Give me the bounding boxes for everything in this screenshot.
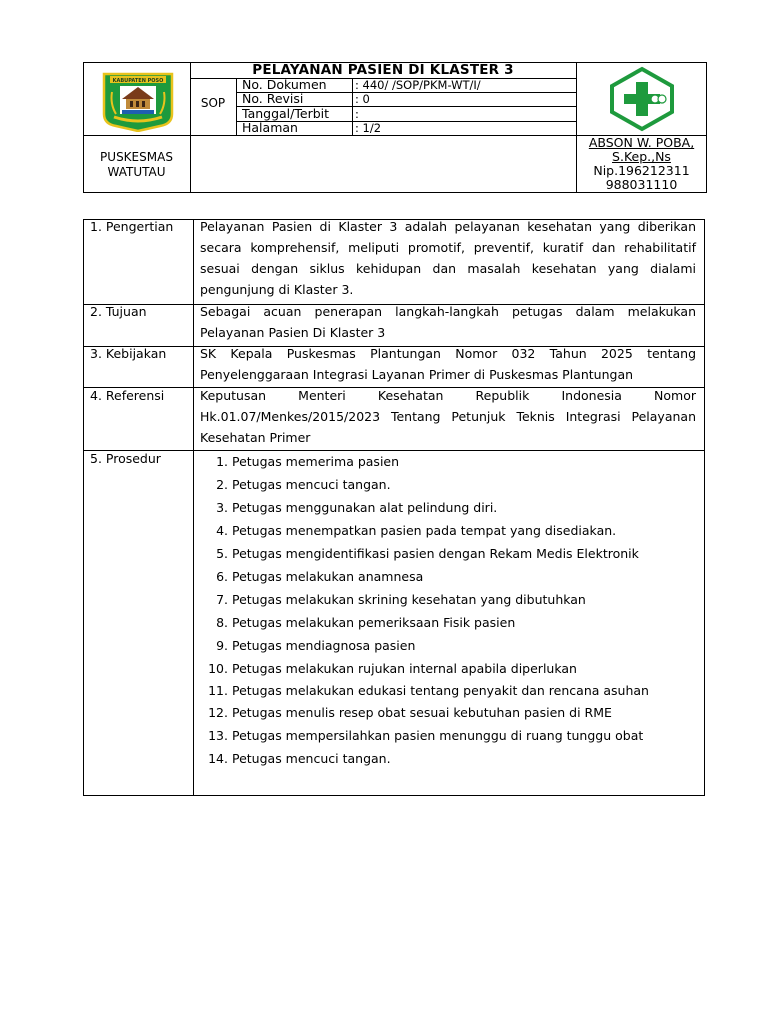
section-text: Sebagai acuan penerapan langkah-langkah petugas dalam melakukan Pelayanan Pasien Di Klaster 3: [200, 304, 696, 340]
logo-caption: KABUPATEN POSO: [112, 78, 164, 84]
step-text: Petugas melakukan pemeriksaan Fisik pasien: [232, 615, 516, 630]
list-item: [196, 701, 696, 724]
step-text: Petugas menulis resep obat sesuai kebutuhan pasien di RME: [232, 705, 612, 720]
puskesmas-line: WATUTAU: [107, 165, 166, 179]
step-number: 13.: [208, 728, 228, 743]
step-text: Petugas mempersilahkan pasien menunggu di ruang tunggu obat: [232, 728, 644, 743]
list-item: [196, 657, 696, 680]
step-number: 5.: [216, 546, 228, 561]
procedure-list: [196, 450, 696, 770]
list-item: [196, 565, 696, 588]
section-label: 5. Prosedur: [90, 451, 161, 466]
step-text: Petugas menggunakan alat pelindung diri.: [232, 500, 498, 515]
section-text: Pelayanan Pasien di Klaster 3 adalah pelayanan kesehatan yang diberikan secara komprehensif, meliputi promotif, preventif, kuratif dan rehabilitatif sesuai dengan siklus kehidupan dan masalah kesehatan yang dialami pengunjung di Klaster 3.: [200, 219, 696, 297]
document-title: PELAYANAN PASIEN DI KLASTER 3: [252, 62, 514, 78]
meta-value: : 1/2: [355, 121, 382, 135]
divider: [236, 78, 237, 136]
signer-block: [576, 136, 707, 192]
step-text: Petugas mencuci tangan.: [232, 477, 391, 492]
step-number: 6.: [216, 569, 228, 584]
list-item: [196, 473, 696, 496]
list-item: [196, 588, 696, 611]
step-text: Petugas melakukan anamnesa: [232, 569, 424, 584]
list-item: [196, 724, 696, 747]
step-text: Petugas memerima pasien: [232, 454, 400, 469]
list-item: [196, 519, 696, 542]
meta-value: : 0: [355, 92, 370, 106]
signer-name: ABSON W. POBA,: [588, 135, 695, 150]
step-number: 4.: [216, 523, 228, 538]
step-number: 3.: [216, 500, 228, 515]
list-item: [196, 634, 696, 657]
sop-label: SOP: [200, 96, 226, 110]
step-text: Petugas melakukan skrining kesehatan yang dibutuhkan: [232, 592, 586, 607]
signer-title: S.Kep.,Ns: [612, 149, 671, 164]
step-number: 14.: [208, 751, 228, 766]
step-number: 11.: [208, 683, 228, 698]
step-text: Petugas menempatkan pasien pada tempat yang disediakan.: [232, 523, 617, 538]
step-number: 7.: [216, 592, 228, 607]
list-item: [196, 542, 696, 565]
list-item: [196, 747, 696, 770]
divider: [190, 62, 191, 193]
list-item: [196, 611, 696, 634]
step-number: 1.: [216, 454, 228, 469]
puskesmas-logo: [606, 66, 678, 132]
section-label: 3. Kebijakan: [90, 346, 167, 361]
step-number: 10.: [208, 661, 228, 676]
section-label: 4. Referensi: [90, 388, 165, 403]
step-number: 2.: [216, 477, 228, 492]
puskesmas-name: [83, 150, 190, 180]
section-label: 1. Pengertian: [90, 219, 174, 234]
list-item: [196, 680, 696, 701]
meta-label: Halaman: [242, 120, 298, 135]
step-text: Petugas mencuci tangan.: [232, 751, 391, 766]
list-item: [196, 450, 696, 473]
meta-label: No. Revisi: [242, 91, 304, 106]
signer-nip: Nip.196212311: [593, 163, 690, 178]
meta-label: Tanggal/Terbit: [242, 106, 330, 121]
meta-value: :: [355, 107, 359, 121]
list-item: [196, 496, 696, 519]
step-number: 12.: [208, 705, 228, 720]
step-text: Petugas mengidentifikasi pasien dengan Rekam Medis Elektronik: [232, 546, 639, 561]
signer-nip: 988031110: [605, 177, 678, 192]
kabupaten-poso-logo: [100, 70, 176, 132]
divider: [193, 219, 194, 796]
section-text: Keputusan Menteri Kesehatan Republik Indonesia Nomor Hk.01.07/Menkes/2015/2023 Tentang Petunjuk Teknis Integrasi Pelayanan Kesehatan Primer: [200, 388, 696, 445]
step-number: 9.: [216, 638, 228, 653]
step-text: Petugas melakukan edukasi tentang penyakit dan rencana asuhan: [232, 683, 649, 698]
meta-value: : 440/ /SOP/PKM-WT/I/: [355, 78, 481, 92]
step-text: Petugas melakukan rujukan internal apabila diperlukan: [232, 661, 577, 676]
section-label: 2. Tujuan: [90, 304, 147, 319]
step-text: Petugas mendiagnosa pasien: [232, 638, 416, 653]
divider: [352, 78, 353, 136]
section-text: SK Kepala Puskesmas Plantungan Nomor 032 Tahun 2025 tentang Penyelenggaraan Integrasi Layanan Primer di Puskesmas Plantungan: [200, 346, 696, 382]
puskesmas-line: PUSKESMAS: [100, 150, 173, 164]
step-number: 8.: [216, 615, 228, 630]
meta-label: No. Dokumen: [242, 77, 327, 92]
